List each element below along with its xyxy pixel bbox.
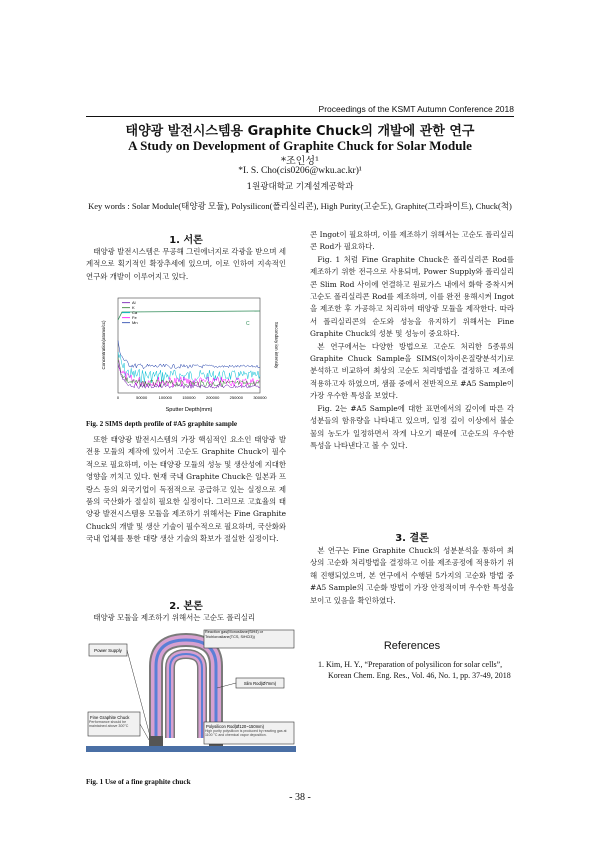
- base-plate: [86, 746, 296, 752]
- body-heading: 2. 본론: [169, 601, 203, 612]
- right-column-text: [310, 229, 514, 452]
- references-heading: References: [383, 640, 441, 652]
- intro-heading: 1. 서론: [169, 235, 203, 246]
- chart-y-label-left: Concentration(atoms/cc): [101, 320, 106, 370]
- author-english: *I. S. Cho(cis0206@wku.ac.kr)¹: [238, 166, 362, 176]
- right-text-2: 본 연구에서는 다양한 방법으로 고순도 처리한 5종류의 Graphite Chuck Sample을 SIMS(이차이온질량분석기)로 분석하고 비교하여 최상의 고순도 처리방법을 결정하고 제조에 적용하고자 하였으며, 샘플 중에서 전반적으로 #A5 Sample이 가장 우수한 특성을 보였다.: [310, 341, 514, 401]
- chuck-left: [149, 736, 163, 746]
- fig1-caption: Fig. 1 Use of a fine graphite chuck: [86, 778, 191, 786]
- title-english: A Study on Development of Graphite Chuck for Solar Module: [128, 138, 472, 153]
- intro-text-1: 태양광 발전시스템은 무공해 그린에너지로 각광을 받으며 세계적으로 획기적인 확장추세에 있으며, 이로 인하여 지속적인 연구와 개발이 이루어지고 있다.: [86, 247, 286, 281]
- right-text-1: Fig. 1 처럼 Fine Graphite Chuck은 폴리실리콘 Rod를 제조하기 위한 전극으로 사용되며, Power Supply와 폴리실리콘 Slim Rod 사이에 연결하고 원료가스 내에서 화학 증착시켜 고순도 폴리실리콘 Rod를 제조하며, 이를 완전 용해시켜 Ingot을 제조한 후 가공하고 처리하여 태양광 모듈을 제작한다. 따라서 폴리실리콘의 순도와 성능을 유지하기 위해서는 Fine Graphite Chuck의 성분 및 성능이 중요하다.: [310, 254, 514, 339]
- chart-x-tick: 250000: [229, 395, 244, 400]
- chuck-description: Performance should be maintained above 300°C: [89, 720, 129, 729]
- affiliation: 1원광대학교 기계설계공학과: [246, 182, 354, 192]
- chart-y-label-right: Secondary ion intensity: [274, 321, 279, 369]
- chart-x-ticks: [117, 395, 268, 400]
- body-paragraph-1: [86, 612, 286, 624]
- polysilicon-description: High purity polysilicon is produced by reacting gas at 1100 °C and chemical vapor deposition.: [205, 729, 287, 738]
- intro-text-2: 또한 태양광 발전시스템의 가장 핵심적인 요소인 태양광 발전용 모듈의 제작에 있어서 고순도 Graphite Chuck이 필수적으로 필요하며, 이는 태양광 모듈의 성능 및 생산성에 지대한 영향을 끼치고 있다. 현재 국내 Graphite Chuck은 일본과 프랑스 등의 외국기업이 독점적으로 공급하고 있는 실정으로 제품의 국산화가 절실히 필요한 실정이다. 그러므로 고효율의 태양광 발전시스템용 모듈을 제조하기 위해서는 Fine Graphite Chuck의 개발 및 생산 기술이 필수적으로 필요하며, 국산화와 국내 업체를 통한 대량 생산 기술의 확보가 절실한 실정이다.: [86, 435, 286, 544]
- chart-x-tick: 300000: [253, 395, 267, 400]
- chuck-title: Fine Graphite Chuck: [90, 715, 130, 720]
- chart-x-tick: 200000: [205, 395, 220, 400]
- intro-paragraph-2: [86, 434, 286, 546]
- chart-x-tick: 0: [116, 395, 120, 400]
- reaction-gas-label: Reaction gas(Monosilane(SiH4) or Trichlorosilane(TCS, SiHCl3)): [205, 630, 264, 639]
- chart-x-tick: 150000: [182, 395, 196, 400]
- chart-x-tick: 100000: [158, 395, 173, 400]
- graphite-chuck-diagram: [86, 628, 296, 773]
- chart-legend-label: Fe: [132, 315, 137, 320]
- chart-legend-label: Ca: [132, 310, 138, 315]
- conclusion-heading: 3. 결론: [395, 533, 429, 544]
- intro-paragraph-1: [86, 246, 286, 283]
- slim-rod-label: Slim Rod(Ø7mm): [243, 681, 277, 686]
- keywords: Key words : Solar Module(태양광 모듈), Polysilicon(폴리실리콘), High Purity(고순도), Graphite(그라파이트), Chuck(척): [88, 201, 512, 211]
- title-korean: 태양광 발전시스템용 Graphite Chuck의 개발에 관한 연구: [125, 124, 475, 139]
- chart-x-label: Sputter Depth(mm): [165, 407, 213, 413]
- polysilicon-title: Polysilicon Rod(Ø120~150mm): [206, 724, 265, 729]
- reference-item-1: 1. Kim, H. Y., “Preparation of polysilicon for solar cells”, Korean Chem. Eng. Res., Vol. 46, No. 1, pp. 37-49, 2018: [318, 660, 511, 680]
- author-korean: *조인성¹: [281, 156, 319, 167]
- poly-rod-inner: [170, 654, 202, 738]
- page-number: - 38 -: [289, 792, 311, 803]
- chart-right-legend: C: [246, 321, 250, 327]
- right-text-0: 콘 Ingot이 필요하며, 이를 제조하기 위해서는 고순도 폴리실리콘 Rod가 필요하다.: [310, 230, 514, 252]
- proceedings-header: Proceedings of the KSMT Autumn Conference 2018: [318, 104, 514, 114]
- body-text-1: 태양광 모듈을 제조하기 위해서는 고순도 폴리실리: [93, 613, 256, 622]
- fig2-caption: Fig. 2 SIMS depth profile of #A5 graphite sample: [86, 420, 238, 428]
- conclusion-text: 본 연구는 Fine Graphite Chuck의 성분분석을 통하여 최상의 고순화 처리방법을 결정하고 이를 제조공정에 적용하기 위해 진행되었으며, 본 연구에서 수행된 5가지의 고순화 방법 중 #A5 Sample의 고순화 방법이 가장 안정적이며 우수한 특성을 보이고 있음을 확인하였다.: [310, 546, 514, 605]
- chart-legend-label: Al: [132, 300, 136, 305]
- header-rule: [86, 116, 514, 117]
- sims-depth-chart: [100, 290, 280, 415]
- chart-legend-label: K: [132, 305, 135, 310]
- chart-legend-label: Mn: [132, 320, 138, 325]
- right-text-3: Fig. 2는 #A5 Sample에 대한 표면에서의 깊이에 따른 각 성분들의 함유량을 나타내고 있으며, 일정 깊이 이상에서 불순물의 농도가 일정하면서 작게 나오기 때문에 고순도의 우수한 특성을 나타낸다고 볼 수 있다.: [310, 403, 514, 450]
- chart-x-tick: 50000: [136, 395, 148, 400]
- conclusion-paragraph: [310, 545, 514, 607]
- power-supply-label: Power Supply: [94, 648, 122, 653]
